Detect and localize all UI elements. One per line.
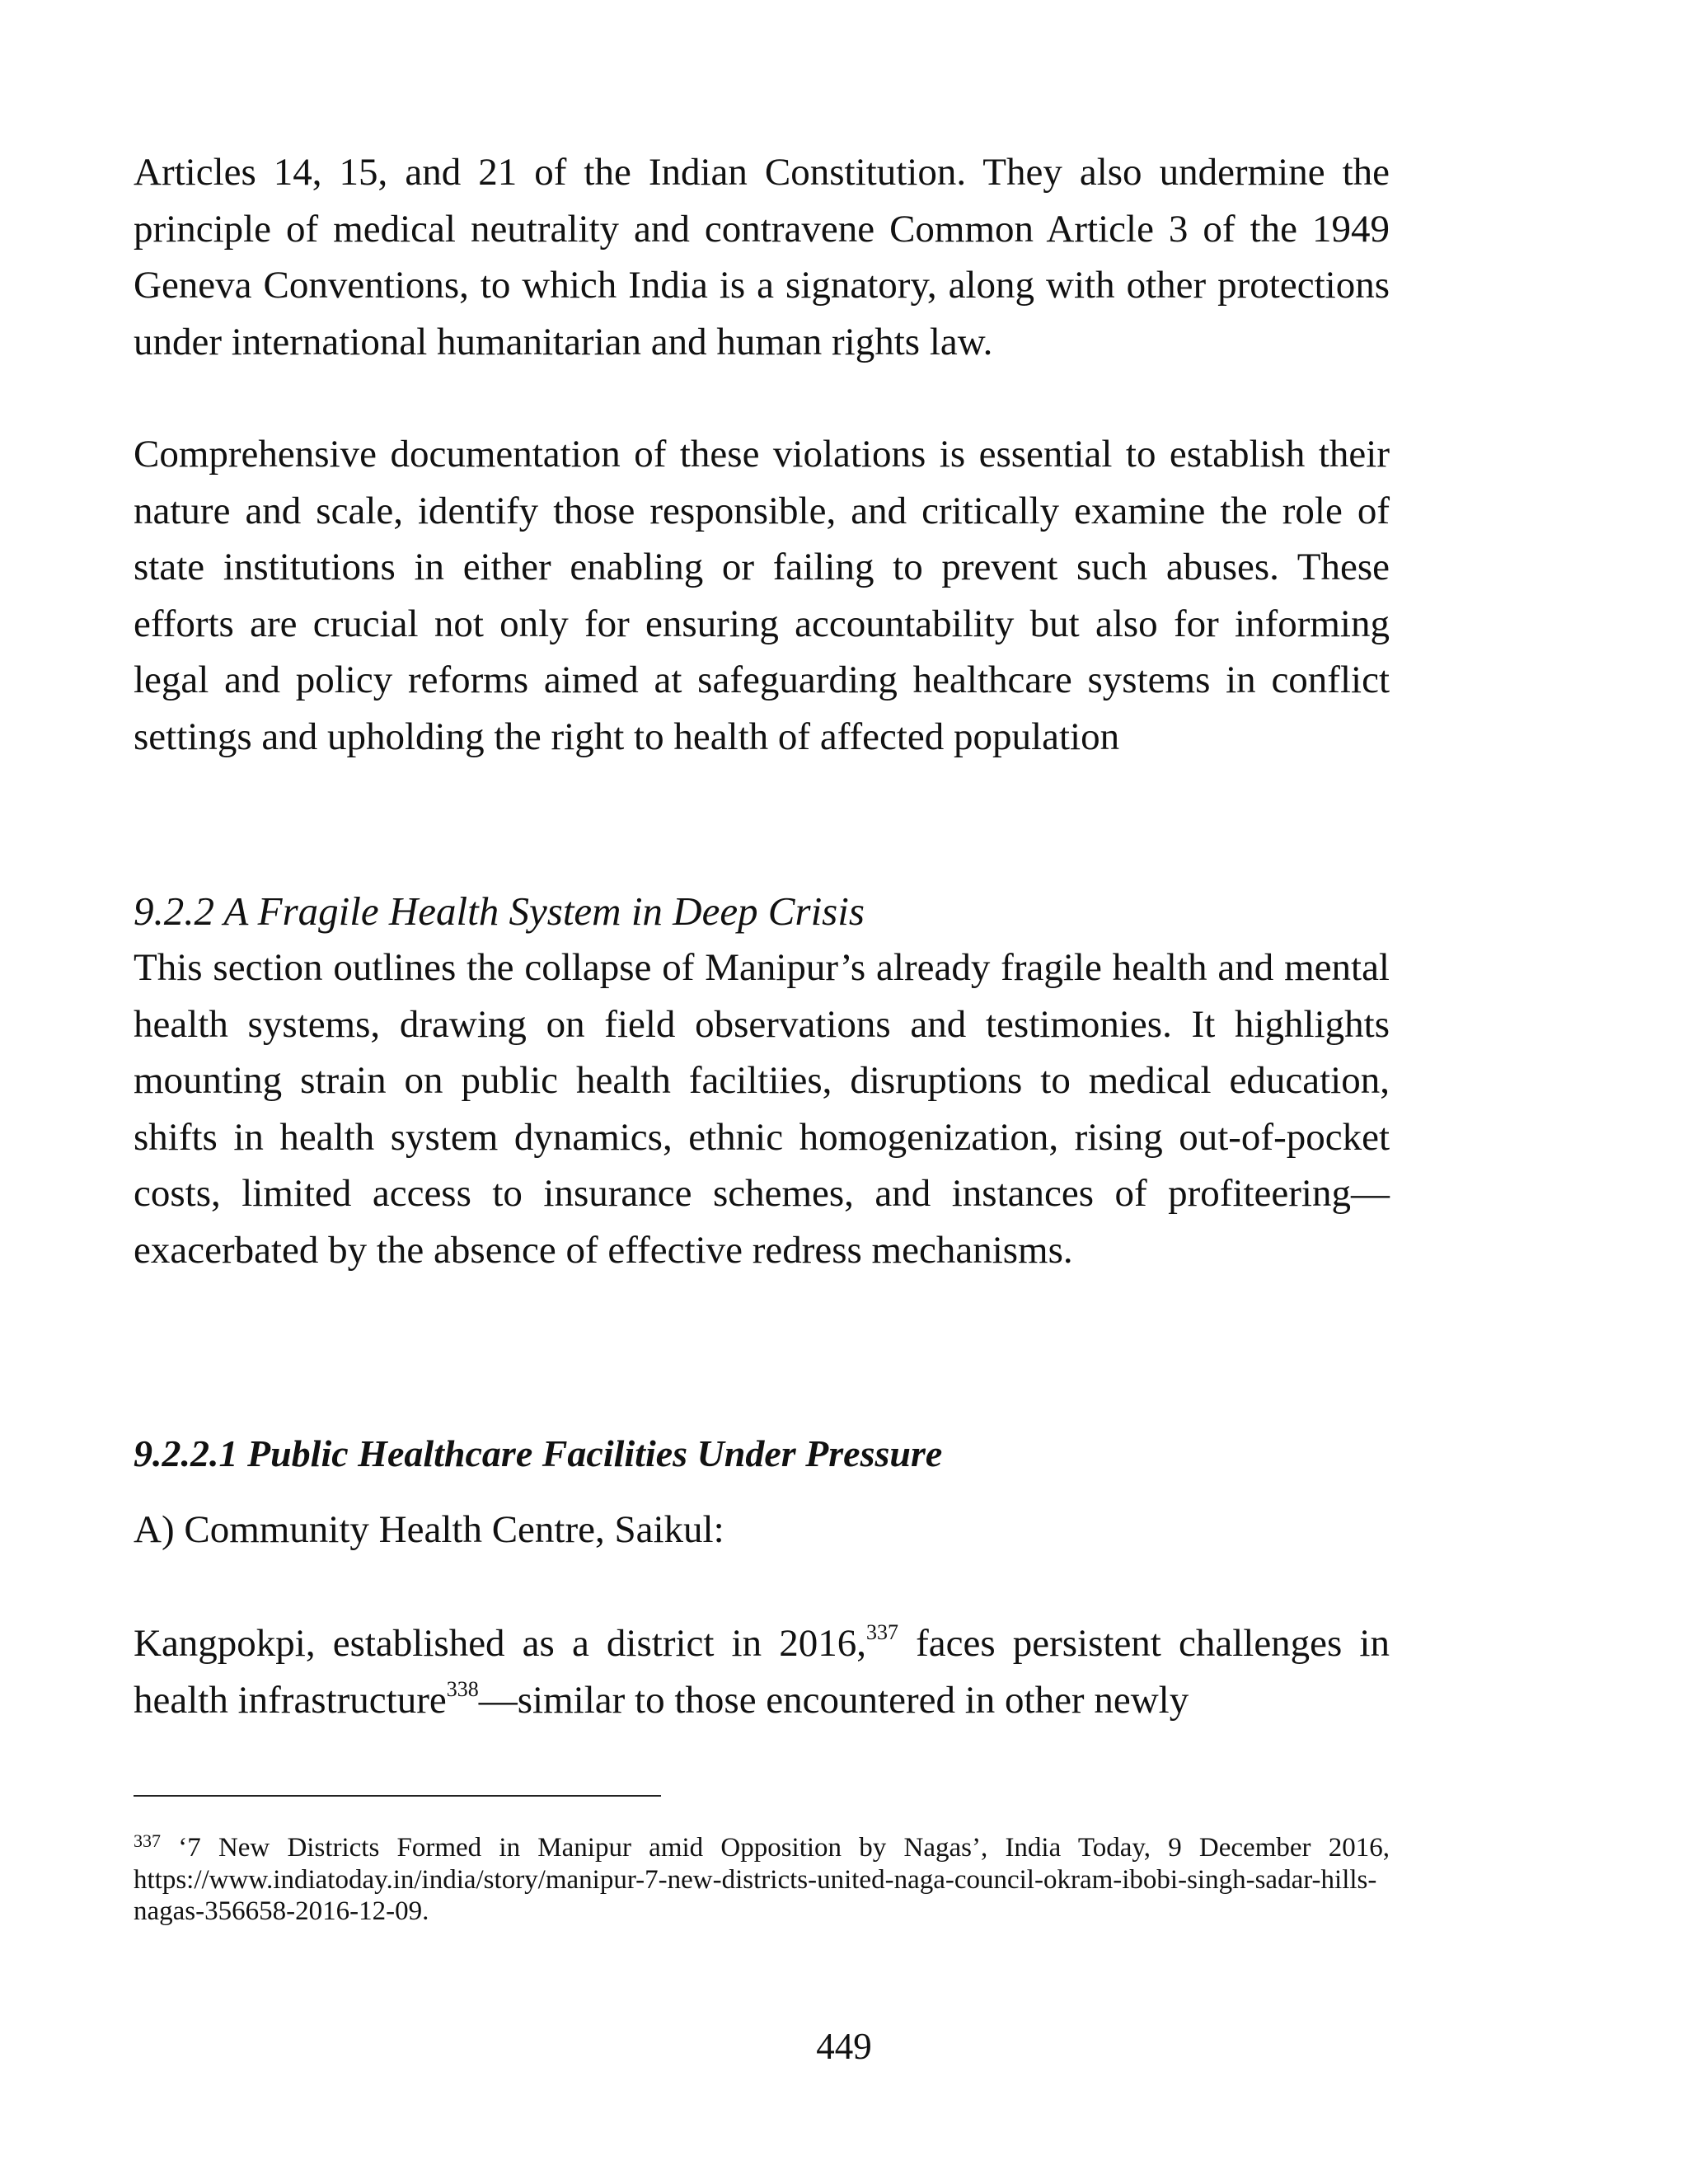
kangpokpi-text-part1: Kangpokpi, established as a district in 2016, <box>134 1622 866 1665</box>
paragraph-documentation: Comprehensive documentation of these violations is essential to establish their nature and scale, identify those responsible, and critically examine the role of state institutions in either enabling or failing to prevent such abuses. These efforts are crucial not only for ensuring accountability but also for informing legal and policy reforms aimed at safeguarding healthcare systems in conflict settings and upholding the right to health of affected population <box>134 433 1390 758</box>
kangpokpi-text-part3: —similar to those encountered in other newly <box>478 1678 1189 1722</box>
footnote-text: ‘7 New Districts Formed in Manipur amid Opposition by Nagas’, India Today, 9 December 2016, https://www.indiatoday.in/india/story/manipur-7-new-districts-united-naga-council-okram-ibobi-singh-sadar-hills-nagas-356658-2016-12-09. <box>134 1833 1390 1926</box>
section-heading: 9.2.2 A Fragile Health System in Deep Crisis <box>134 888 865 934</box>
paragraph-constitution-articles: Articles 14, 15, and 21 of the Indian Constitution. They also undermine the principle of medical neutrality and contravene Common Article 3 of the 1949 Geneva Conventions, to which India is a signatory, along with other protections under international humanitarian and human rights law. <box>134 151 1390 363</box>
subsection-heading: 9.2.2.1 Public Healthcare Facilities Under Pressure <box>134 1432 943 1474</box>
footnote-reference-337[interactable]: 337 <box>865 1620 898 1644</box>
footnote-divider <box>134 1795 661 1797</box>
footnote-337 <box>134 1832 1390 1928</box>
item-heading-saikul: A) Community Health Centre, Saikul: <box>134 1508 724 1551</box>
footnote-reference-338[interactable]: 338 <box>446 1676 479 1701</box>
kangpokpi-text-part2: faces persistent challenges in health infrastructure <box>134 1622 1390 1722</box>
paragraph-section-outline: This section outlines the collapse of Manipur’s already fragile health and mental health systems, drawing on field observations and testimonies. It highlights mounting strain on public health faciltiies, disruptions to medical education, shifts in health system dynamics, ethnic homogenization, rising out-of-pocket costs, limited access to insurance schemes, and instances of profiteering—exacerbated by the absence of effective redress mechanisms. <box>134 946 1390 1272</box>
page-number: 449 <box>816 2026 872 2067</box>
paragraph-kangpokpi <box>134 1615 1390 1728</box>
footnote-number: 337 <box>134 1830 161 1851</box>
